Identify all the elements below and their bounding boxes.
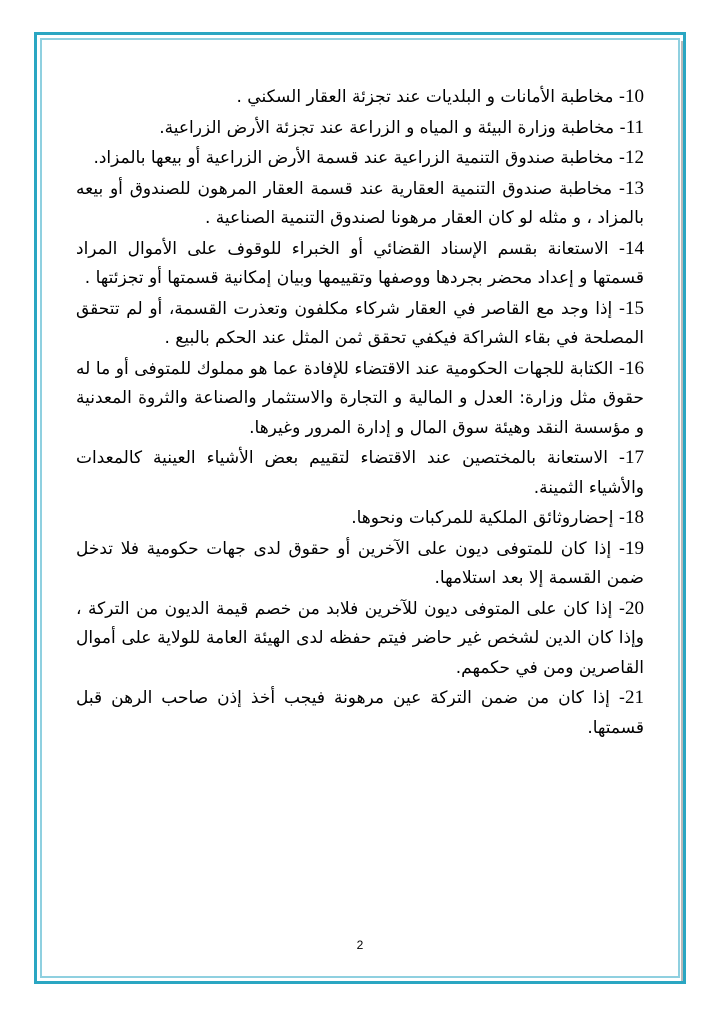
item-text: - مخاطبة صندوق التنمية الزراعية عند قسمة الأرض الزراعية أو بيعها بالمزاد. xyxy=(93,148,625,168)
item-text: - مخاطبة الأمانات و البلديات عند تجزئة العقار السكني . xyxy=(236,87,625,107)
item-text: - الاستعانة بالمختصين عند الاقتضاء لتقييم بعض الأشياء العينية كالمعدات والأشياء الثمينة. xyxy=(76,448,644,498)
item-number: 15 xyxy=(625,297,644,319)
item-text: - إذا كان للمتوفى ديون على الآخرين أو حقوق لدى جهات حكومية فلا تدخل ضمن القسمة إلا بعد استلامها. xyxy=(76,538,644,588)
item-number: 10 xyxy=(625,86,644,107)
item-text: - مخاطبة وزارة البيئة و المياه و الزراعة عند تجزئة الأرض الزراعية. xyxy=(159,117,626,138)
document-body xyxy=(76,82,644,743)
list-item xyxy=(76,534,644,594)
item-text: - إحضاروثائق الملكية للمركبات ونحوها. xyxy=(351,508,625,528)
item-number: 11 xyxy=(625,116,644,138)
item-text: - الاستعانة بقسم الإسناد القضائي أو الخبراء للوقوف على الأموال المراد قسمتها و إعداد محضر بجردها ووصفها وتقييمها وبيان إمكانية قسمتها أو تجزئتها . xyxy=(76,238,644,288)
item-text: - الكتابة للجهات الحكومية عند الاقتضاء للإفادة عما هو مملوك للمتوفى أو ما له حقوق مثل وزارة: العدل و المالية و التجارة والاستثمار والصناعة والثروة المعدنية و مؤسسة النقد وهيئة سوق المال و إدارة المرور وغيرها. xyxy=(76,358,644,438)
item-number: 17 xyxy=(625,447,644,468)
item-number: 16 xyxy=(625,357,644,379)
item-number: 13 xyxy=(625,177,644,199)
item-number: 12 xyxy=(625,147,644,168)
list-item xyxy=(76,503,644,534)
list-item xyxy=(76,82,644,113)
list-item xyxy=(76,294,644,354)
item-number: 20 xyxy=(625,597,644,619)
item-text: - مخاطبة صندوق التنمية العقارية عند قسمة العقار المرهون للصندوق أو بيعه بالمزاد ، و مثله لو كان العقار مرهونا لصندوق التنمية الصناعية . xyxy=(76,178,644,228)
list-item xyxy=(76,143,644,174)
item-text: - إذا وجد مع القاصر في العقار شركاء مكلفون وتعذرت القسمة، أو لم تتحقق المصلحة في بقاء الشراكة فيكفي تحقق ثمن المثل عند الحكم بالبيع . xyxy=(76,298,644,348)
list-item xyxy=(76,443,644,503)
item-number: 19 xyxy=(625,537,644,559)
list-item xyxy=(76,683,644,743)
item-text: - إذا كان من ضمن التركة عين مرهونة فيجب أخذ إذن صاحب الرهن قبل قسمتها. xyxy=(76,688,644,738)
item-number: 14 xyxy=(625,237,644,259)
item-number: 18 xyxy=(625,507,644,528)
item-number: 21 xyxy=(625,687,644,708)
page-number: 2 xyxy=(356,938,364,952)
list-item xyxy=(76,174,644,234)
list-item xyxy=(76,594,644,684)
list-item xyxy=(76,113,644,144)
list-item xyxy=(76,354,644,444)
list-item xyxy=(76,234,644,294)
item-text: - إذا كان على المتوفى ديون للآخرين فلابد من خصم قيمة الديون من التركة ، وإذا كان الدين لشخص غير حاضر فيتم حفظه لدى الهيئة العامة للولاية على أموال القاصرين ومن في حكمهم. xyxy=(76,598,644,678)
